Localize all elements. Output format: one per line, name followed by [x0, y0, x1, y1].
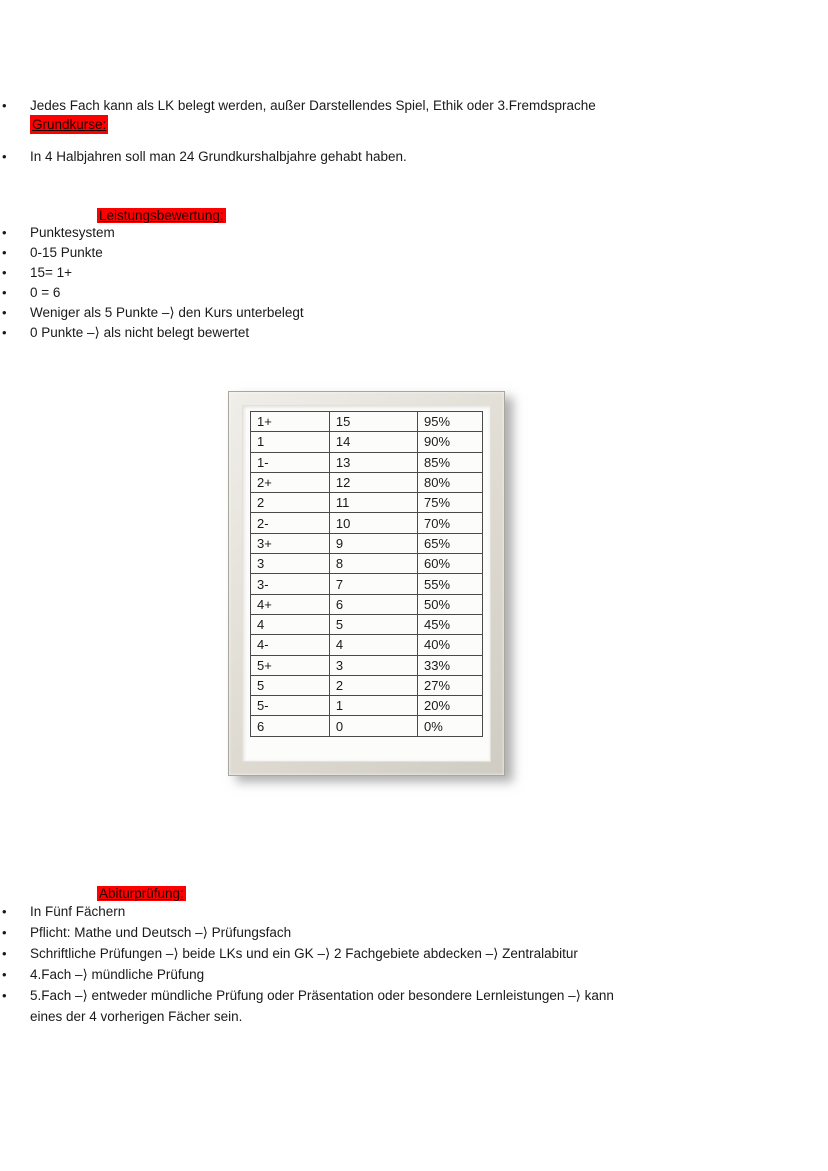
- points-cell: 4: [329, 635, 417, 655]
- grade-cell: 4+: [251, 594, 330, 614]
- bullet-item: [0, 943, 640, 964]
- leistungsbewertung-heading-text: Leistungsbewertung:: [99, 208, 224, 223]
- percent-cell: 0%: [418, 716, 483, 736]
- leistungsbewertung-bullet-list: [0, 223, 828, 343]
- bullet-item: [0, 901, 640, 922]
- percent-cell: 85%: [418, 452, 483, 472]
- table-row: [251, 513, 483, 533]
- points-cell: 7: [329, 574, 417, 594]
- bullet-item: [0, 147, 640, 166]
- bullet-item: [0, 96, 640, 134]
- leistung-item-text: 0-15 Punkte: [30, 245, 103, 260]
- grade-cell: 2+: [251, 472, 330, 492]
- leistung-item-text: 0 = 6: [30, 285, 61, 300]
- percent-cell: 70%: [418, 513, 483, 533]
- grade-cell: 1+: [251, 412, 330, 432]
- percent-cell: 90%: [418, 432, 483, 452]
- abitur-item-text: In Fünf Fächern: [30, 903, 126, 919]
- intro-bullet1-text: Jedes Fach kann als LK belegt werden, außer Darstellendes Spiel, Ethik oder 3.Fremdsprache: [30, 98, 596, 113]
- table-row: [251, 716, 483, 736]
- points-cell: 3: [329, 655, 417, 675]
- percent-cell: 40%: [418, 635, 483, 655]
- table-row: [251, 614, 483, 634]
- percent-cell: 80%: [418, 472, 483, 492]
- percent-cell: 60%: [418, 554, 483, 574]
- bullet-item: [0, 323, 640, 343]
- table-row: [251, 472, 483, 492]
- grade-table-frame: [228, 391, 505, 776]
- points-cell: 10: [329, 513, 417, 533]
- points-cell: 6: [329, 594, 417, 614]
- grade-cell: 2-: [251, 513, 330, 533]
- abitur-heading-text: Abiturprüfung:: [99, 885, 184, 901]
- bullet-item: [0, 223, 640, 243]
- points-cell: 14: [329, 432, 417, 452]
- points-cell: 5: [329, 614, 417, 634]
- points-cell: 8: [329, 554, 417, 574]
- table-row: [251, 635, 483, 655]
- points-cell: 11: [329, 493, 417, 513]
- abitur-item-text: 4.Fach –⟩ mündliche Prüfung: [30, 966, 205, 982]
- grade-cell: 2: [251, 493, 330, 513]
- table-row: [251, 533, 483, 553]
- table-row: [251, 594, 483, 614]
- grade-cell: 4: [251, 614, 330, 634]
- grade-cell: 3: [251, 554, 330, 574]
- grade-cell: 3-: [251, 574, 330, 594]
- bullet-item: [0, 263, 640, 283]
- points-cell: 9: [329, 533, 417, 553]
- percent-cell: 33%: [418, 655, 483, 675]
- abitur-item-text: 5.Fach –⟩ entweder mündliche Prüfung oder Präsentation oder besondere Lernleistungen –⟩ kann eines der 4 vorherigen Fächer sein.: [30, 987, 614, 1024]
- table-row: [251, 452, 483, 472]
- points-cell: 1: [329, 696, 417, 716]
- section-heading-abiturpruefung: [97, 886, 828, 901]
- grade-cell: 4-: [251, 635, 330, 655]
- table-row: [251, 554, 483, 574]
- percent-cell: 50%: [418, 594, 483, 614]
- bullet-item: [0, 964, 640, 985]
- section-heading-leistungsbewertung: [97, 208, 828, 223]
- grundkurse-highlight: Grundkurse:: [32, 117, 107, 132]
- intro-bullet-list: [0, 96, 828, 166]
- bullet-item: [0, 243, 640, 263]
- table-row: [251, 432, 483, 452]
- bullet-item: [0, 303, 640, 323]
- grade-cell: 5: [251, 675, 330, 695]
- points-cell: 12: [329, 472, 417, 492]
- leistung-item-text: 15= 1+: [30, 265, 73, 280]
- table-row: [251, 675, 483, 695]
- percent-cell: 27%: [418, 675, 483, 695]
- percent-cell: 20%: [418, 696, 483, 716]
- grade-cell: 5-: [251, 696, 330, 716]
- table-row: [251, 655, 483, 675]
- abitur-item-text: Schriftliche Prüfungen –⟩ beide LKs und ein GK –⟩ 2 Fachgebiete abdecken –⟩ Zentralabitur: [30, 945, 578, 961]
- leistung-item-text: Punktesystem: [30, 225, 115, 240]
- percent-cell: 45%: [418, 614, 483, 634]
- grade-table: [250, 411, 483, 737]
- points-cell: 15: [329, 412, 417, 432]
- points-cell: 2: [329, 675, 417, 695]
- bullet-item: [0, 283, 640, 303]
- bullet-item: [0, 985, 640, 1027]
- abitur-bullet-list: [0, 901, 828, 1027]
- points-cell: 13: [329, 452, 417, 472]
- leistung-item-text: Weniger als 5 Punkte –⟩ den Kurs unterbelegt: [30, 305, 304, 320]
- bullet-item: [0, 922, 640, 943]
- grade-table-frame-inner: [242, 405, 491, 762]
- leistung-item-text: 0 Punkte –⟩ als nicht belegt bewertet: [30, 325, 250, 340]
- grade-cell: 1: [251, 432, 330, 452]
- percent-cell: 65%: [418, 533, 483, 553]
- percent-cell: 75%: [418, 493, 483, 513]
- table-row: [251, 493, 483, 513]
- points-cell: 0: [329, 716, 417, 736]
- abitur-item-text: Pflicht: Mathe und Deutsch –⟩ Prüfungsfach: [30, 924, 292, 940]
- table-row: [251, 574, 483, 594]
- table-row: [251, 412, 483, 432]
- grade-cell: 6: [251, 716, 330, 736]
- percent-cell: 55%: [418, 574, 483, 594]
- grade-cell: 5+: [251, 655, 330, 675]
- table-row: [251, 696, 483, 716]
- grade-cell: 3+: [251, 533, 330, 553]
- grade-cell: 1-: [251, 452, 330, 472]
- intro-bullet2-text: In 4 Halbjahren soll man 24 Grundkurshalbjahre gehabt haben.: [30, 149, 407, 164]
- percent-cell: 95%: [418, 412, 483, 432]
